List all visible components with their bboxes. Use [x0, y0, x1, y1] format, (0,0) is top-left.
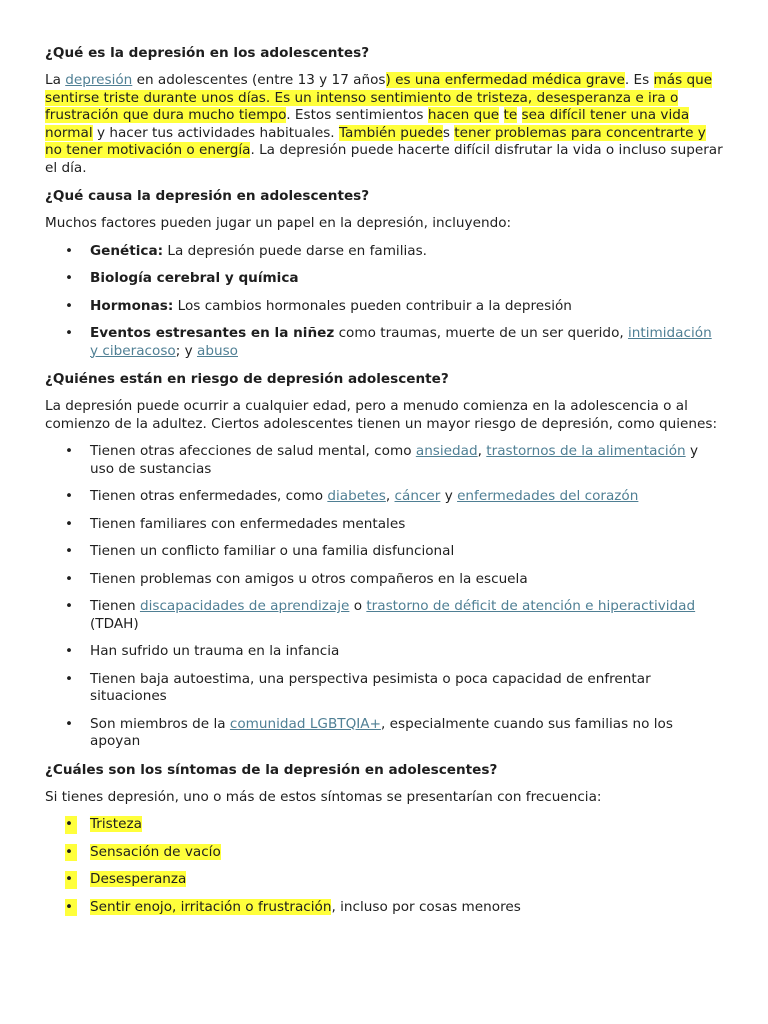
list-item: • Han sufrido un trauma en la infancia [65, 643, 340, 659]
heading-que-es: ¿Qué es la depresión en los adolescentes? [45, 45, 370, 61]
highlight: También puede [338, 124, 443, 141]
list-item: • Tienen familiares con enfermedades mentales [65, 515, 406, 532]
bullet: • [65, 543, 74, 559]
list-item [45, 844, 724, 862]
bullet: • [65, 715, 74, 732]
link-cancer[interactable]: cáncer [394, 488, 441, 504]
paragraph-factores-intro: Muchos factores pueden jugar un papel en la depresión, incluyendo: [45, 215, 512, 231]
list-item: • Tienen otras afecciones de salud mental, como ansiedad, trastornos de la alimentación y uso de sustancias [65, 443, 699, 477]
list-item [45, 816, 724, 834]
bullet: • [65, 242, 74, 259]
highlight: Desesperanza [90, 871, 187, 887]
highlight: ) es una enfermedad médica grave [385, 72, 625, 88]
link-lgbtqia[interactable]: comunidad LGBTQIA+ [229, 715, 381, 732]
highlight: hacen que [427, 107, 500, 123]
list-item: • Tienen problemas con amigos u otros compañeros en la escuela [65, 570, 528, 587]
list-item: • Eventos estresantes en la niñez como traumas, muerte de un ser querido, intimidación y ciberacoso; y abuso [65, 325, 712, 359]
link-diabetes[interactable]: diabetes [327, 488, 386, 504]
link-abuso[interactable]: abuso [197, 342, 238, 359]
link-tdah[interactable]: trastorno de déficit de atención e hiperactividad [366, 598, 696, 614]
list-item: • Tienen otras enfermedades, como diabetes, cáncer y enfermedades del corazón [65, 488, 639, 504]
highlight: Sentir enojo, irritación o frustración [90, 898, 332, 915]
bullet: • [65, 899, 77, 917]
list-item: • Tienen un conflicto familiar o una familia disfuncional [65, 543, 455, 559]
heading-quienes-riesgo: ¿Quiénes están en riesgo de depresión adolescente? [45, 371, 449, 387]
list-item: • Genética: La depresión puede darse en familias. [65, 242, 427, 259]
paragraph-riesgo-intro: La depresión puede ocurrir a cualquier edad, pero a menudo comienza en la adolescencia o al comienzo de la adultez. Ciertos adolescentes tienen un mayor riesgo de depresión, como quienes: [45, 398, 718, 432]
link-intimidacion[interactable]: intimidación y ciberacoso [90, 325, 712, 359]
bullet: • [65, 325, 74, 341]
highlight: Tristeza [90, 816, 142, 832]
bullet: • [65, 270, 74, 286]
highlight: te [503, 107, 518, 123]
list-item: • Hormonas: Los cambios hormonales pueden contribuir a la depresión [65, 297, 572, 314]
list-item: • Sentir enojo, irritación o frustración, incluso por cosas menores [65, 898, 521, 915]
list-item: • Son miembros de la comunidad LGBTQIA+, especialmente cuando sus familias no los apoyan [65, 715, 673, 749]
link-trastornos-alimentacion[interactable]: trastornos de la alimentación [486, 443, 686, 459]
list-item: • Biología cerebral y química [65, 270, 299, 286]
heading-sintomas: ¿Cuáles son los síntomas de la depresión en adolescentes? [45, 761, 498, 778]
factores-list [45, 243, 724, 361]
link-discapacidades[interactable]: discapacidades de aprendizaje [139, 598, 350, 614]
link-depresion[interactable]: depresión [65, 72, 133, 88]
bullet: • [65, 570, 74, 587]
bullet: • [65, 643, 74, 659]
bullet: • [65, 670, 74, 687]
list-item: • Tienen discapacidades de aprendizaje o trastorno de déficit de atención e hiperactividad (TDAH) [65, 598, 696, 632]
paragraph-definicion: La depresión en adolescentes (entre 13 y 17 años) es una enfermedad médica grave. Es más que sentirse triste durante unos días. Es un intenso sentimiento de tristeza, desesperanza e ira o frustración que dura mucho tiempo. Estos sentimientos hacen que te sea difícil tener una vida normal y hacer tus actividades habituales. También puedes tener problemas para concentrarte y no tener motivación o energía. La depresión puede hacerte difícil disfrutar la vida o incluso superar el día. [45, 72, 723, 176]
list-item: • Tienen baja autoestima, una perspectiva pesimista o poca capacidad de enfrentar situaciones [65, 670, 651, 704]
link-ansiedad[interactable]: ansiedad [415, 443, 478, 459]
heading-que-causa: ¿Qué causa la depresión en adolescentes? [45, 188, 370, 204]
bullet: • [65, 488, 74, 504]
link-enfermedades-corazon[interactable]: enfermedades del corazón [457, 488, 639, 504]
highlight: Sensación de vacío [90, 843, 221, 860]
highlight: sea difícil tener una vida normal [45, 107, 690, 141]
bullet: • [65, 297, 74, 314]
highlight: tener problemas para concentrarte y no tener motivación o energía [45, 124, 706, 158]
paragraph-sintomas-intro: Si tienes depresión, uno o más de estos síntomas se presentarían con frecuencia: [45, 788, 602, 805]
bullet: • [65, 816, 77, 834]
sintomas-list [45, 816, 724, 916]
bullet: • [65, 598, 74, 614]
list-item [45, 871, 724, 889]
highlight: más que sentirse triste durante unos días. Es un intenso sentimiento de tristeza, desesperanza e ira o frustración que dura mucho tiempo [45, 72, 713, 123]
riesgo-list [45, 443, 724, 751]
bullet: • [65, 844, 77, 862]
bullet: • [65, 515, 74, 532]
bullet: • [65, 871, 77, 889]
bullet: • [65, 443, 74, 459]
